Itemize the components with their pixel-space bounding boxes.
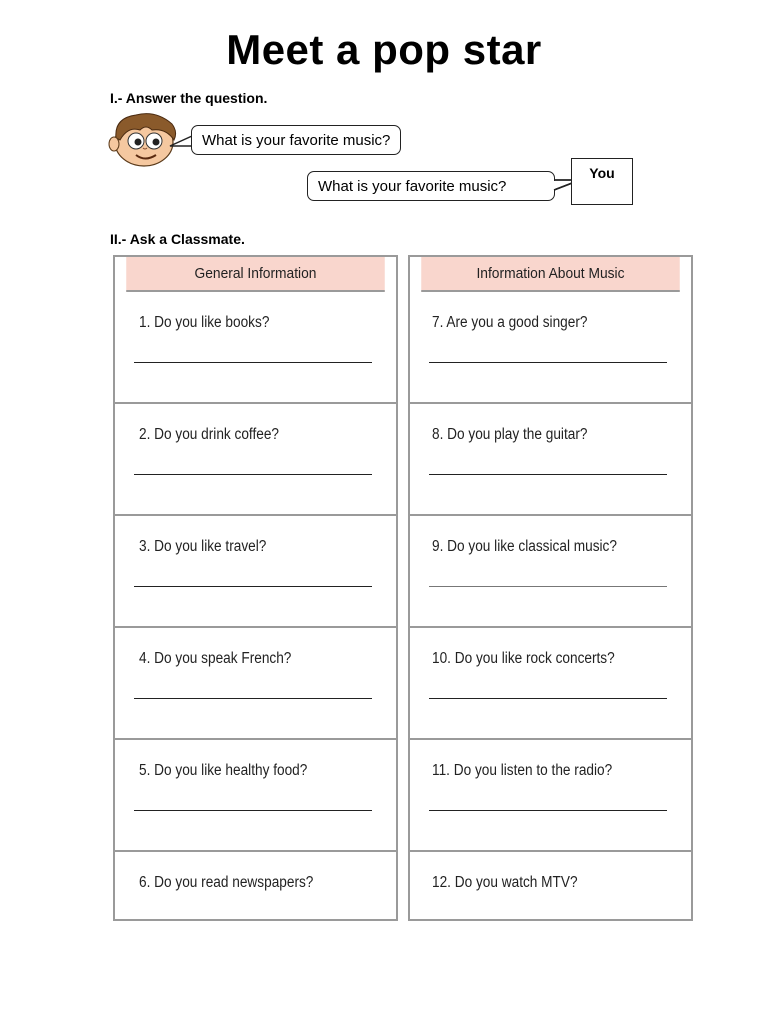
- you-box: You: [571, 158, 633, 205]
- answer-line[interactable]: [429, 698, 667, 699]
- question-cell: [410, 516, 691, 628]
- answer-line[interactable]: [134, 474, 372, 475]
- question-text: 11. Do you listen to the radio?: [432, 762, 613, 779]
- question-cell: [115, 628, 396, 740]
- question-cell: [410, 852, 691, 921]
- question-cell: [115, 404, 396, 516]
- question-cell: [115, 740, 396, 852]
- question-text: 12. Do you watch MTV?: [432, 874, 578, 891]
- question-text: 9. Do you like classical music?: [432, 538, 617, 555]
- answer-line[interactable]: [134, 810, 372, 811]
- question-cell: [410, 628, 691, 740]
- question-text: 7. Are you a good singer?: [432, 314, 588, 331]
- speech-bubble-1: What is your favorite music?: [191, 125, 401, 155]
- answer-line[interactable]: [134, 362, 372, 363]
- section-2-label: II.- Ask a Classmate.: [110, 231, 245, 247]
- question-text: 3. Do you like travel?: [139, 538, 267, 555]
- question-cell: [410, 740, 691, 852]
- question-cell: [410, 292, 691, 404]
- question-cell: [410, 404, 691, 516]
- question-text: 2. Do you drink coffee?: [139, 426, 280, 443]
- question-text: 4. Do you speak French?: [139, 650, 292, 667]
- speech-bubble-2: What is your favorite music?: [307, 171, 555, 201]
- answer-line[interactable]: [134, 698, 372, 699]
- answer-line[interactable]: [429, 362, 667, 363]
- column-header: Information About Music: [421, 257, 680, 292]
- bubble-tail-2-cover: [0, 0, 768, 260]
- question-text: 10. Do you like rock concerts?: [432, 650, 615, 667]
- question-text: 6. Do you read newspapers?: [139, 874, 314, 891]
- answer-line[interactable]: [429, 586, 667, 587]
- question-cell: [115, 852, 396, 921]
- question-text: 8. Do you play the guitar?: [432, 426, 588, 443]
- question-text: 1. Do you like books?: [139, 314, 270, 331]
- question-cell: [115, 292, 396, 404]
- answer-line[interactable]: [134, 586, 372, 587]
- answer-line[interactable]: [429, 474, 667, 475]
- general-information-column: [113, 255, 398, 921]
- question-cell: [115, 516, 396, 628]
- page-title: Meet a pop star: [226, 26, 542, 73]
- music-information-column: [408, 255, 693, 921]
- question-text: 5. Do you like healthy food?: [139, 762, 308, 779]
- column-header: General Information: [126, 257, 385, 292]
- section-1-label: I.- Answer the question.: [110, 90, 268, 106]
- answer-line[interactable]: [429, 810, 667, 811]
